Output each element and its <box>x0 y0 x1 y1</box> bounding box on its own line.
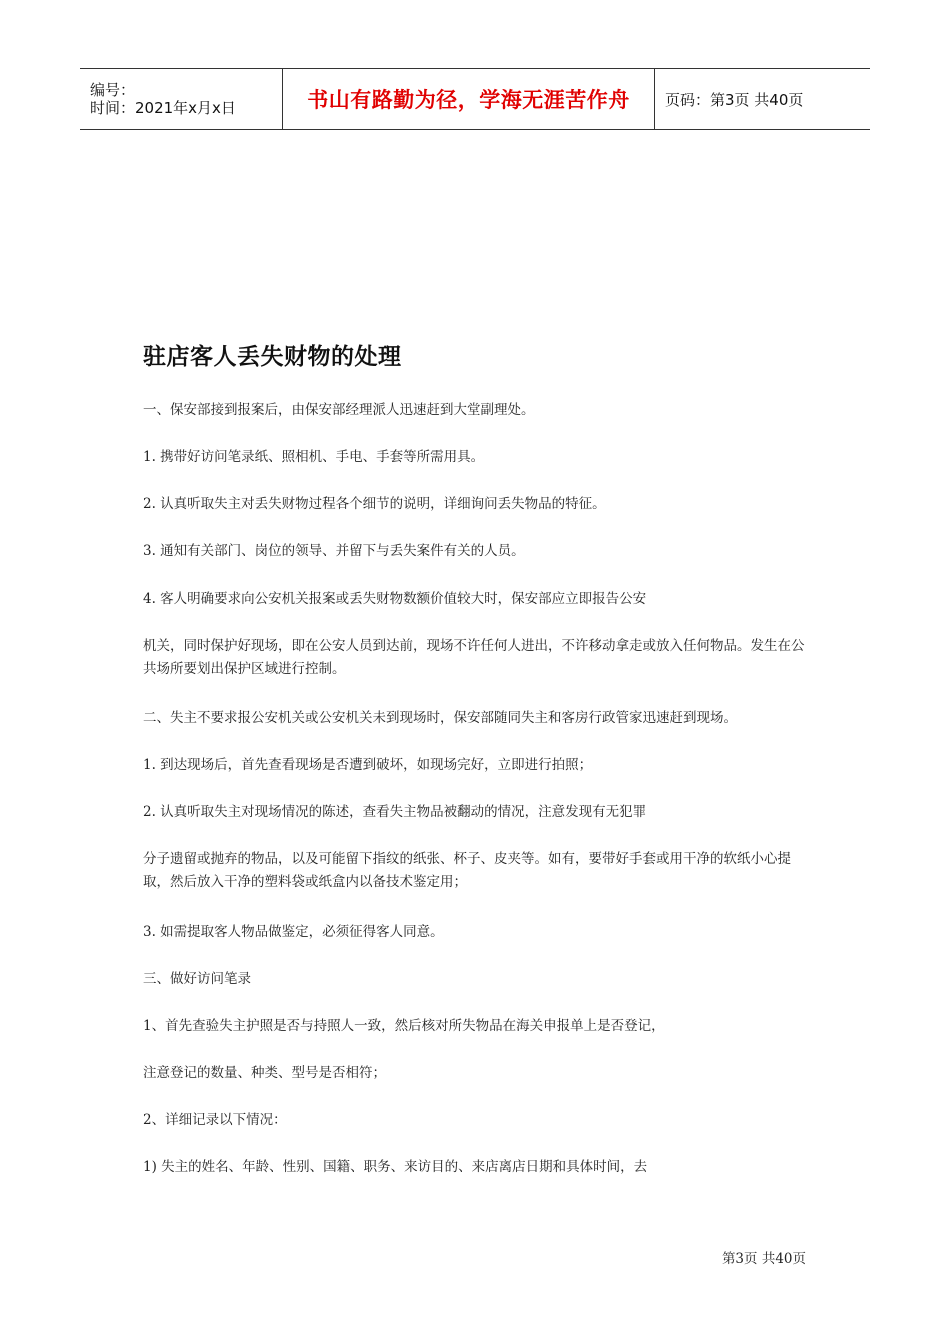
paragraph-item: 3. 如需提取客人物品做鉴定，必须征得客人同意。 <box>143 924 444 940</box>
paragraph-section-3: 三、做好访问笔录 <box>143 971 251 987</box>
paragraph-item: 1、首先查验失主护照是否与持照人一致，然后核对所失物品在海关申报单上是否登记， <box>143 1018 665 1034</box>
paragraph-continuation: 注意登记的数量、种类、型号是否相符； <box>143 1065 386 1081</box>
document-date-label: 时间：2021年x月x日 <box>90 99 236 117</box>
header-page-number: 页码：第3页 共40页 <box>665 90 804 109</box>
document-title: 驻店客人丢失财物的处理 <box>143 344 402 370</box>
paragraph-item: 4. 客人明确要求向公安机关报案或丢失财物数额价值较大时，保安部应立即报告公安 <box>143 591 647 607</box>
paragraph-item: 1. 携带好访问笔录纸、照相机、手电、手套等所需用具。 <box>143 449 485 465</box>
paragraph-item: 1. 到达现场后，首先查看现场是否遭到破坏，如现场完好，立即进行拍照； <box>143 757 593 773</box>
header-motto: 书山有路勤为径，学海无涯苦作舟 <box>282 69 655 129</box>
document-number-label: 编号： <box>90 81 136 99</box>
page-header <box>80 68 870 130</box>
paragraph-item: 2. 认真听取失主对丢失财物过程各个细节的说明，详细询问丢失物品的特征。 <box>143 496 606 512</box>
paragraph-item: 2. 认真听取失主对现场情况的陈述，查看失主物品被翻动的情况，注意发现有无犯罪 <box>143 804 647 820</box>
page-footer-number: 第3页 共40页 <box>721 1251 806 1267</box>
paragraph-item: 3. 通知有关部门、岗位的领导、并留下与丢失案件有关的人员。 <box>143 543 525 559</box>
paragraph-section-2: 二、失主不要求报公安机关或公安机关未到现场时，保安部随同失主和客房行政管家迅速赶到现场。 <box>143 710 737 726</box>
paragraph-continuation: 分子遗留或抛弃的物品，以及可能留下指纹的纸张、杯子、皮夹等。如有，要带好手套或用干净的软纸小心提取，然后放入干净的塑料袋或纸盒内以备技术鉴定用； <box>143 851 791 890</box>
paragraph-item: 1) 失主的姓名、年龄、性别、国籍、职务、来访目的、来店离店日期和具体时间，去 <box>143 1159 648 1175</box>
header-meta <box>80 69 282 129</box>
paragraph-continuation: 机关，同时保护好现场，即在公安人员到达前，现场不许任何人进出，不许移动拿走或放入任何物品。发生在公共场所要划出保护区域进行控制。 <box>143 638 805 677</box>
paragraph-item: 2、详细记录以下情况： <box>143 1112 287 1128</box>
paragraph-section-1: 一、保安部接到报案后，由保安部经理派人迅速赶到大堂副理处。 <box>143 402 535 418</box>
